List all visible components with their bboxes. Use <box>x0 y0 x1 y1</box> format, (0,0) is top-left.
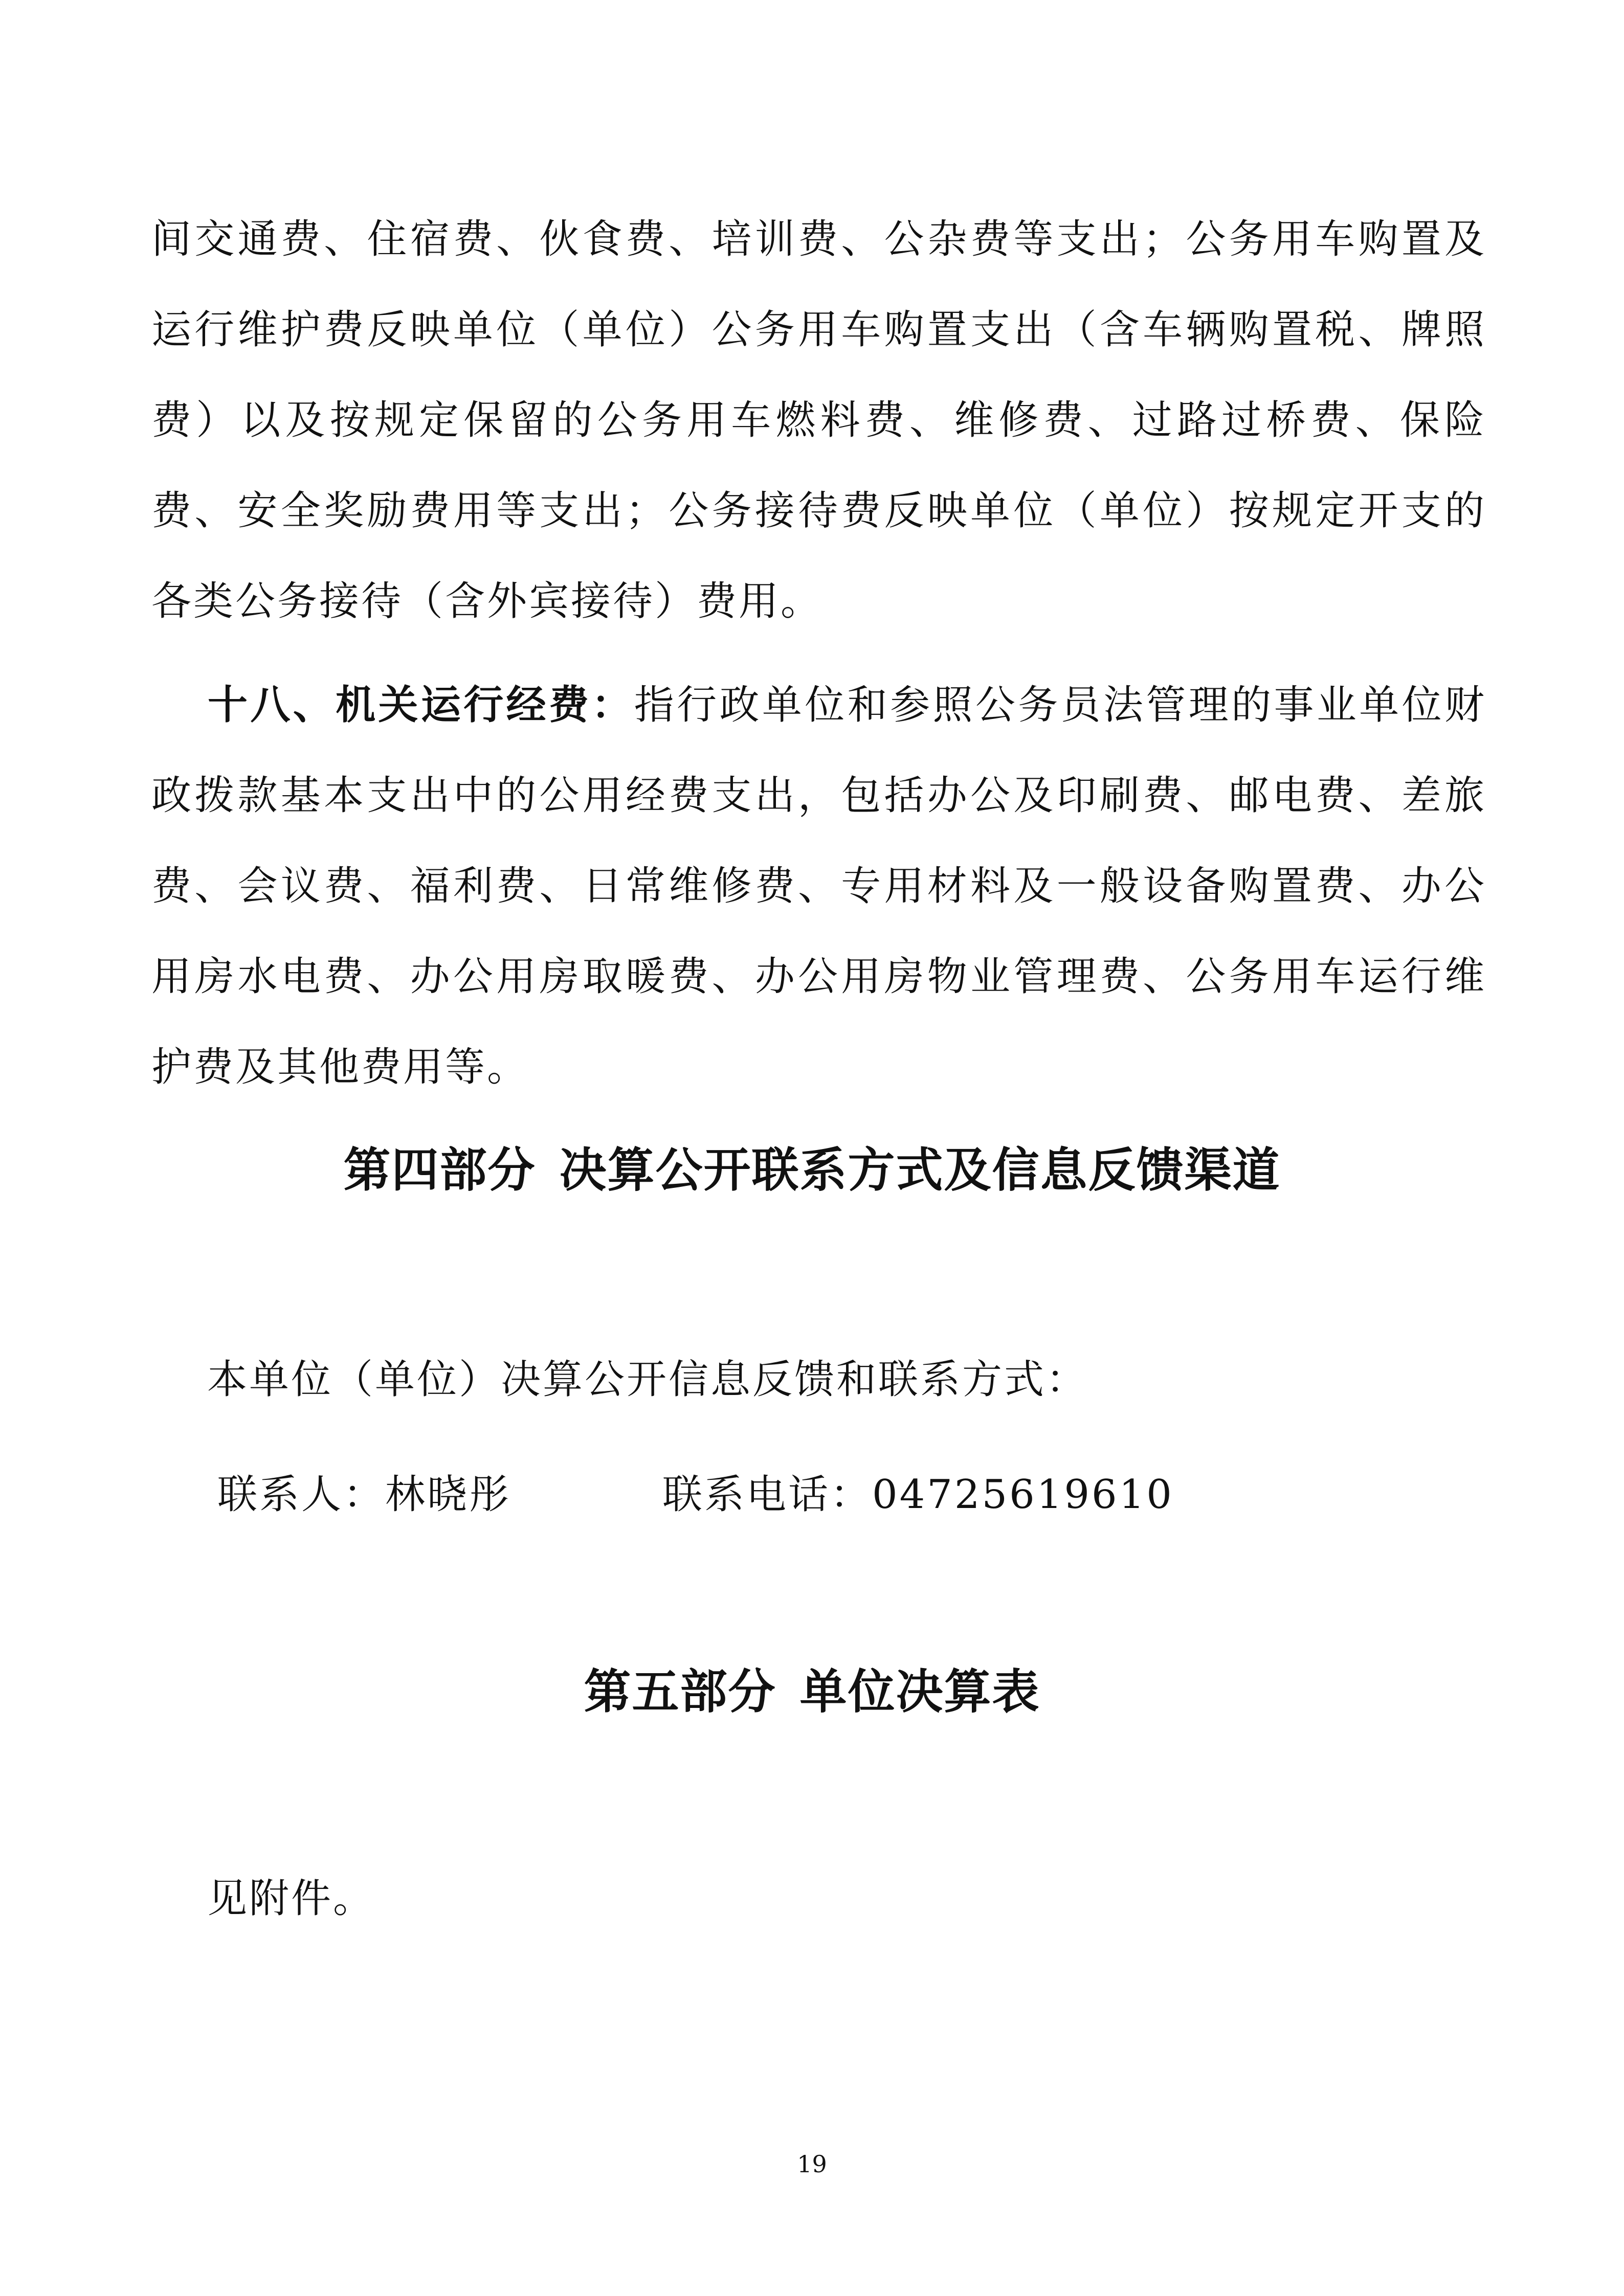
page-number: 19 <box>797 2150 827 2178</box>
contact-intro: 本单位（单位）决算公开信息反馈和联系方式： <box>207 1357 1088 1403</box>
paragraph-item-18 <box>151 660 1486 1113</box>
part-5-label: 第五部分 <box>584 1664 776 1719</box>
part-5-heading <box>0 1654 1624 1722</box>
paragraph-continued-expenses: 间交通费、住宿费、伙食费、培训费、公杂费等支出；公务用车购置及运行维护费反映单位（单位）公务用车购置支出（含车辆购置税、牌照费）以及按规定保留的公务用车燃料费、维修费、过路过桥费、保险费、安全奖励费用等支出；公务接待费反映单位（单位）按规定开支的各类公务接待（含外宾接待）费用。 <box>151 216 1486 624</box>
item-18-term: 十八、机关运行经费： <box>208 682 634 728</box>
part-4-label: 第四部分 <box>343 1142 536 1198</box>
item-18-definition: 指行政单位和参照公务员法管理的事业单位财政拨款基本支出中的公用经费支出，包括办公及印刷费、邮电费、差旅费、会议费、福利费、日常维修费、专用材料及一般设备购置费、办公用房水电费、办公用房取暖费、办公用房物业管理费、公务用车运行维护费及其他费用等。 <box>151 682 1486 1090</box>
attachment-note: 见附件。 <box>207 1876 375 1922</box>
contact-row <box>217 1462 1174 1520</box>
part-4-heading <box>0 1133 1624 1200</box>
contact-person-name: 林晓彤 <box>385 1472 511 1518</box>
contact-phone <box>662 1462 1174 1520</box>
contact-phone-label: 联系电话： <box>662 1472 873 1518</box>
contact-person-label: 联系人： <box>217 1472 386 1518</box>
contact-phone-value: 04725619610 <box>872 1472 1174 1518</box>
part-4-title: 决算公开联系方式及信息反馈渠道 <box>559 1142 1281 1198</box>
part-5-title: 单位决算表 <box>799 1664 1040 1719</box>
